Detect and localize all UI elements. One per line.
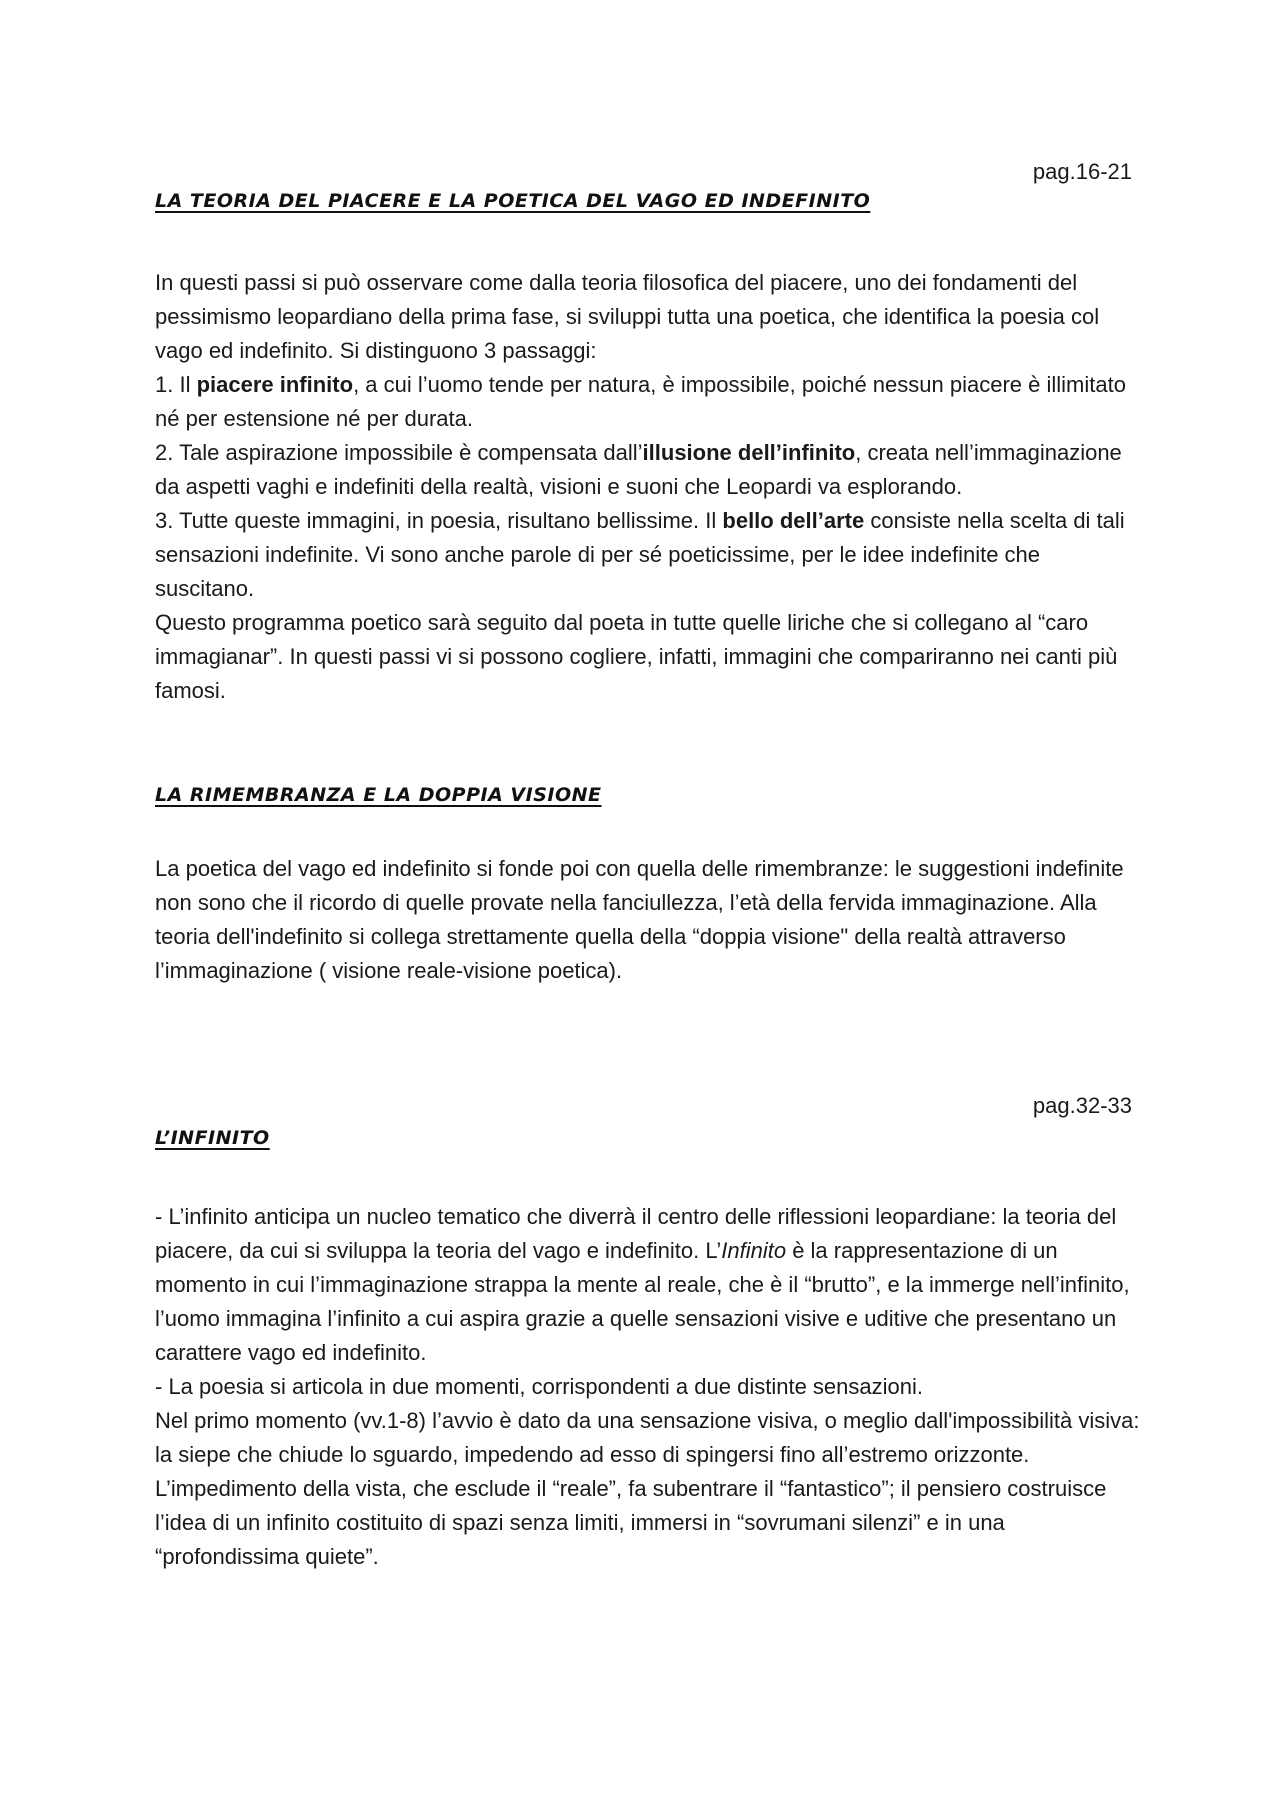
section-heading-teoria-piacere: LA TEORIA DEL PIACERE E LA POETICA DEL VAGO ED INDEFINITO (155, 190, 871, 212)
point-3: 3. Tutte queste immagini, in poesia, risultano bellissime. Il bello dell’arte consiste nella scelta di tali sensazioni indefinite. Vi sono anche parole di per sé poeticissime, per le idee indefinite che suscitano. (155, 508, 1125, 601)
intro-paragraph: In questi passi si può osservare come dalla teoria filosofica del piacere, uno dei fondamenti del pessimismo leopardiano della prima fase, si sviluppi tutta una poetica, che identifica la poesia col vago ed indefinito. Si distinguono 3 passaggi: (155, 270, 1100, 363)
bold-illusione-infinito: illusione dell’infinito (642, 440, 856, 465)
point-2: 2. Tale aspirazione impossibile è compensata dall’illusione dell’infinito, creata nell’immaginazione da aspetti vaghi e indefiniti della realtà, visioni e suoni che Leopardi va esplorando. (155, 440, 1122, 499)
section-body-rimembranza (155, 852, 1140, 988)
page-reference-2: pag.32-33 (1032, 1093, 1132, 1118)
bold-bello-arte: bello dell’arte (722, 508, 865, 533)
italic-infinito: Infinito (721, 1238, 787, 1263)
infinito-paragraph-3: Nel primo momento (vv.1-8) l’avvio è dato da una sensazione visiva, o meglio dall'impossibilità visiva: la siepe che chiude lo sguardo, impedendo ad esso di spingersi fino all’estremo orizzonte. L’impedimento della vista, che esclude il “reale”, fa subentrare il “fantastico”; il pensiero costruisce l’idea di un infinito costituito di spazi senza limiti, immersi in “sovrumani silenzi” e in una “profondissima quiete”. (155, 1408, 1140, 1569)
section-heading-infinito: L’INFINITO (155, 1127, 270, 1149)
infinito-paragraph-2: - La poesia si articola in due momenti, corrispondenti a due distinte sensazioni. (155, 1374, 923, 1399)
section-body-teoria-piacere (155, 266, 1140, 708)
infinito-paragraph-1: - L’infinito anticipa un nucleo tematico che diverrà il centro delle riflessioni leopardiane: la teoria del piacere, da cui si sviluppa la teoria del vago e indefinito. L’Infinito è la rappresentazione di un momento in cui l’immaginazione strappa la mente al reale, che è il “brutto”, e la immerge nell’infinito, l’uomo immagina l’infinito a cui aspira grazie a quelle sensazioni visive e uditive che presentano un carattere vago ed indefinito. (155, 1204, 1130, 1365)
section-body-infinito (155, 1200, 1140, 1574)
point-1: 1. Il piacere infinito, a cui l’uomo tende per natura, è impossibile, poiché nessun piacere è illimitato né per estensione né per durata. (155, 372, 1126, 431)
closing-paragraph: Questo programma poetico sarà seguito dal poeta in tutte quelle liriche che si collegano al “caro immagianar”. In questi passi vi si possono cogliere, infatti, immagini che compariranno nei canti più famosi. (155, 610, 1118, 703)
bold-piacere-infinito: piacere infinito (196, 372, 354, 397)
page-reference-1: pag.16-21 (1032, 159, 1132, 184)
rimembranza-paragraph: La poetica del vago ed indefinito si fonde poi con quella delle rimembranze: le suggestioni indefinite non sono che il ricordo di quelle provate nella fanciullezza, l’età della fervida immaginazione. Alla teoria dell'indefinito si collega strettamente quella della “doppia visione" della realtà attraverso l’immaginazione ( visione reale-visione poetica). (155, 856, 1124, 983)
section-heading-rimembranza: LA RIMEMBRANZA E LA DOPPIA VISIONE (155, 784, 602, 806)
